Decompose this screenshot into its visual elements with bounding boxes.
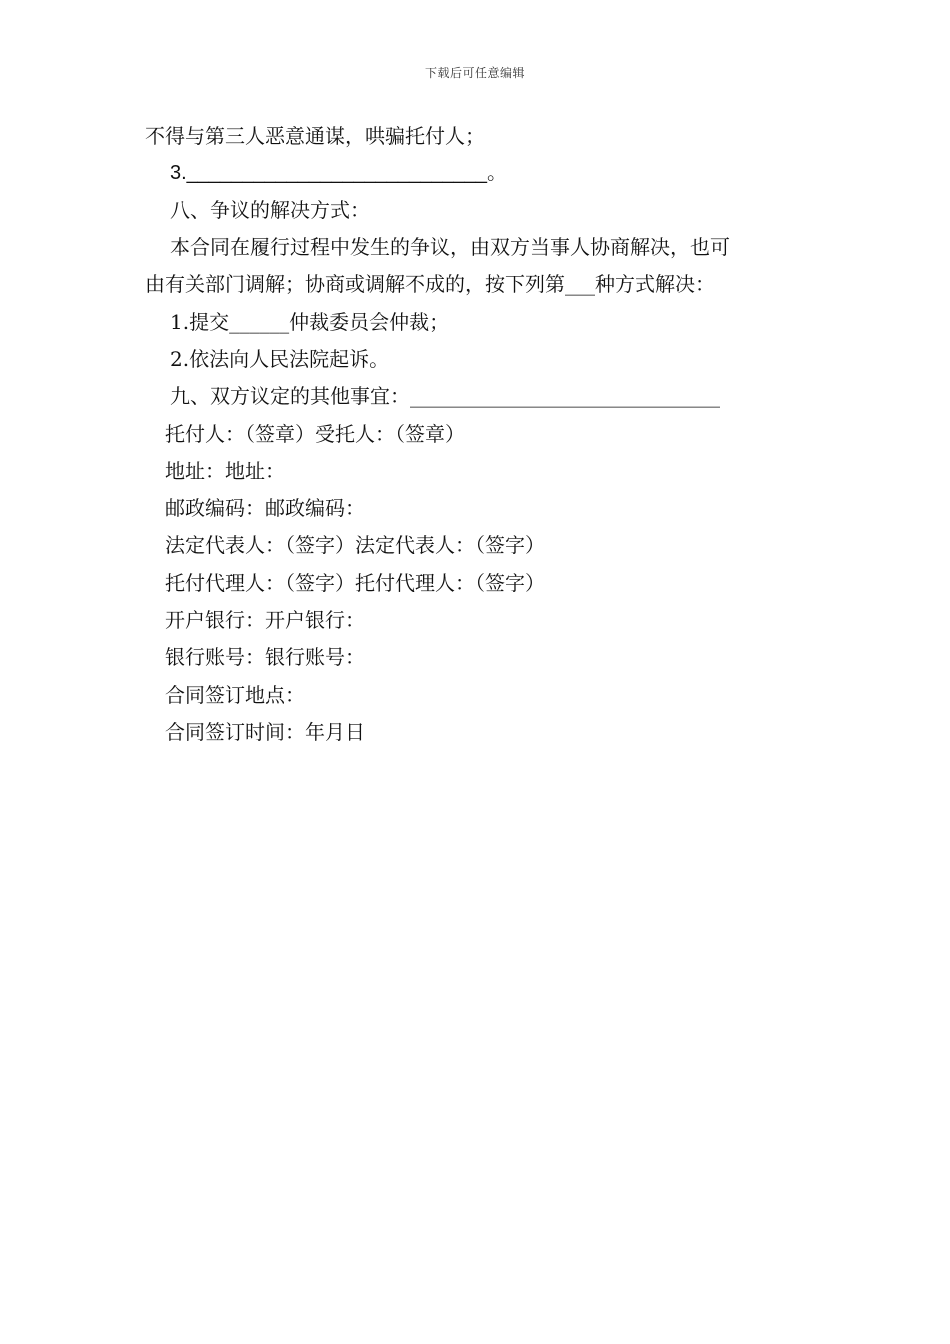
- section-8-paragraph-line-2: 由有关部门调解；协商或调解不成的，按下列第___种方式解决：: [145, 272, 715, 296]
- option-arbitration: 1.提交______仲裁委员会仲裁；: [170, 310, 450, 334]
- page-header-note: 下载后可任意编辑: [424, 66, 525, 80]
- legal-representative-field: 法定代表人：（签字）法定代表人：（签字）: [165, 533, 545, 557]
- signature-parties: 托付人：（签章）受托人：（签章）: [165, 422, 465, 446]
- address-field: 地址：地址：: [165, 459, 285, 483]
- agent-field: 托付代理人：（签字）托付代理人：（签字）: [165, 571, 545, 595]
- bank-account-field: 银行账号：银行账号：: [165, 645, 365, 669]
- signing-place-field: 合同签订地点：: [165, 683, 305, 707]
- option-court: 2.依法向人民法院起诉。: [170, 347, 390, 371]
- text-line-continuation: 不得与第三人恶意通谋，哄骗托付人；: [145, 124, 485, 148]
- section-9-heading: 九、双方议定的其他事宜：_______________________________: [170, 384, 720, 408]
- signing-date-field: 合同签订时间：年月日: [165, 720, 365, 744]
- section-8-heading: 八、争议的解决方式：: [170, 198, 370, 222]
- section-8-paragraph-line-1: 本合同在履行过程中发生的争议，由双方当事人协商解决，也可: [170, 235, 730, 259]
- bank-field: 开户银行：开户银行：: [165, 608, 365, 632]
- text-line-item-3: 3.___________________________。: [170, 162, 508, 184]
- postal-code-field: 邮政编码：邮政编码：: [165, 496, 365, 520]
